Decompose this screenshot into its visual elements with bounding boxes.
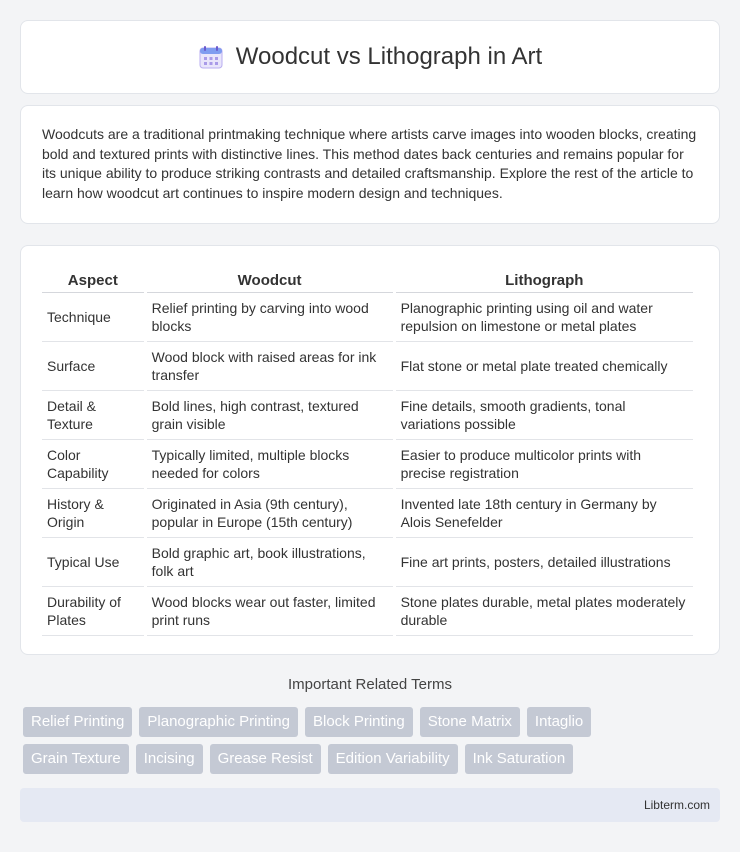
aspect-cell: Color Capability <box>42 440 144 489</box>
table-row <box>42 489 693 538</box>
page-title: Woodcut vs Lithograph in Art <box>235 43 543 70</box>
tag-grain-texture[interactable]: Grain Texture <box>23 744 129 774</box>
tag-grease-resist[interactable]: Grease Resist <box>210 744 321 774</box>
table-row <box>42 342 693 391</box>
aspect-cell: Durability of Plates <box>42 587 144 636</box>
tag-row-1 <box>23 707 723 737</box>
lithograph-cell: Flat stone or metal plate treated chemically <box>396 342 693 391</box>
aspect-cell: Typical Use <box>42 538 144 587</box>
table-row <box>42 587 693 636</box>
aspect-cell: Detail & Texture <box>42 391 144 440</box>
title-wrap <box>198 43 542 71</box>
related-terms <box>23 707 723 781</box>
tag-block-printing[interactable]: Block Printing <box>305 707 413 737</box>
related-terms-title: Important Related Terms <box>288 676 452 693</box>
table-header-row <box>42 266 693 293</box>
tag-planographic-printing[interactable]: Planographic Printing <box>139 707 298 737</box>
calendar-icon <box>198 44 224 70</box>
tag-incising[interactable]: Incising <box>136 744 203 774</box>
tag-relief-printing[interactable]: Relief Printing <box>23 707 132 737</box>
woodcut-cell: Bold graphic art, book illustrations, folk art <box>147 538 393 587</box>
header-woodcut: Woodcut <box>147 266 393 293</box>
tag-ink-saturation[interactable]: Ink Saturation <box>465 744 574 774</box>
table-row <box>42 293 693 342</box>
intro-text: Woodcuts are a traditional printmaking technique where artists carve images into wooden blocks, creating bold and textured prints with distinctive lines. This method dates back centuries and remains popular for its unique ability to produce striking contrasts and detailed craftsmanship. Explore the rest of the article to learn how woodcut art continues to inspire modern design and techniques. <box>42 126 697 201</box>
header-aspect: Aspect <box>42 266 144 293</box>
aspect-cell: History & Origin <box>42 489 144 538</box>
lithograph-cell: Planographic printing using oil and water repulsion on limestone or metal plates <box>396 293 693 342</box>
table-row <box>42 538 693 587</box>
tag-row-2 <box>23 744 723 774</box>
table-row <box>42 391 693 440</box>
aspect-cell: Surface <box>42 342 144 391</box>
lithograph-cell: Invented late 18th century in Germany by Alois Senefelder <box>396 489 693 538</box>
footer <box>20 788 720 822</box>
aspect-cell: Technique <box>42 293 144 342</box>
table-row <box>42 440 693 489</box>
woodcut-cell: Wood block with raised areas for ink transfer <box>147 342 393 391</box>
header-lithograph: Lithograph <box>396 266 693 293</box>
lithograph-cell: Easier to produce multicolor prints with precise registration <box>396 440 693 489</box>
lithograph-cell: Stone plates durable, metal plates moderately durable <box>396 587 693 636</box>
lithograph-cell: Fine art prints, posters, detailed illustrations <box>396 538 693 587</box>
tag-edition-variability[interactable]: Edition Variability <box>328 744 458 774</box>
woodcut-cell: Bold lines, high contrast, textured grain visible <box>147 391 393 440</box>
woodcut-cell: Typically limited, multiple blocks needed for colors <box>147 440 393 489</box>
header-card <box>20 20 720 94</box>
tag-stone-matrix[interactable]: Stone Matrix <box>420 707 520 737</box>
woodcut-cell: Wood blocks wear out faster, limited print runs <box>147 587 393 636</box>
comparison-card <box>20 245 720 655</box>
woodcut-cell: Relief printing by carving into wood blocks <box>147 293 393 342</box>
footer-brand[interactable]: Libterm.com <box>643 798 710 812</box>
woodcut-cell: Originated in Asia (9th century), popular in Europe (15th century) <box>147 489 393 538</box>
tag-intaglio[interactable]: Intaglio <box>527 707 591 737</box>
comparison-table <box>39 266 696 636</box>
lithograph-cell: Fine details, smooth gradients, tonal variations possible <box>396 391 693 440</box>
intro-card <box>20 105 720 224</box>
